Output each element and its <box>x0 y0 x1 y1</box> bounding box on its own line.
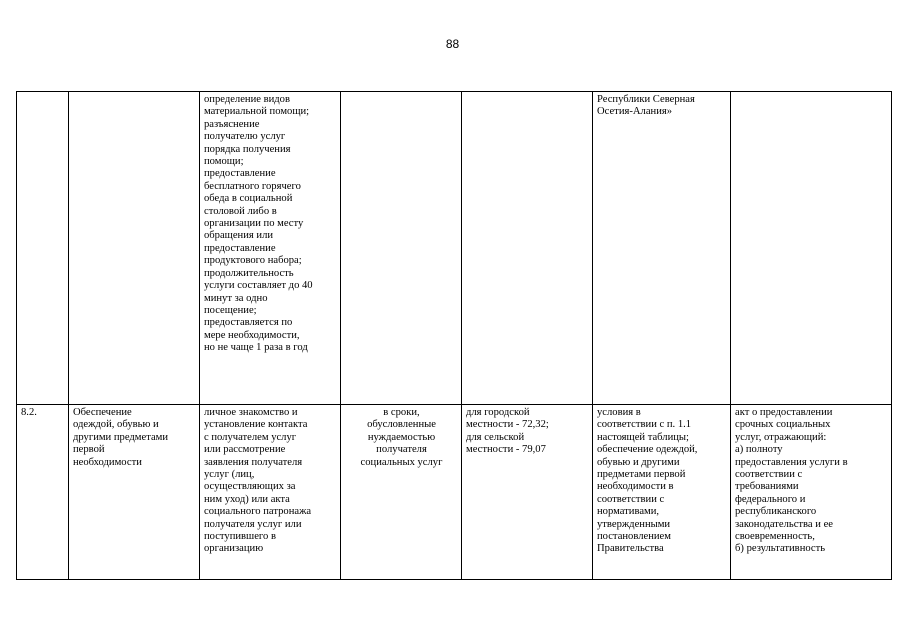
cell-conditions: Республики Северная Осетия-Алания» <box>593 92 731 405</box>
cell-number <box>17 92 69 405</box>
cell-number: 8.2. <box>17 405 69 580</box>
page-number: 88 <box>445 37 460 51</box>
cell-tariff <box>462 92 593 405</box>
cell-service-content: личное знакомство и установление контакта с получателем услуг или рассмотрение заявления получателя услуг (лиц, осуществляющих за ним уход) или акта социального патронажа получателя услуг или поступившего в организацию <box>200 405 341 580</box>
table-row-continuation <box>17 92 892 405</box>
table-row-8-2 <box>17 405 892 580</box>
services-table <box>16 91 892 580</box>
cell-quality-indicators <box>731 92 892 405</box>
cell-quality-indicators: акт о предоставлении срочных социальных услуг, отражающий: а) полноту предоставления услуги в соответствии с требованиями федерального и республиканского законодательства и ее своевременность, б) результативность <box>731 405 892 580</box>
cell-service-content: определение видов материальной помощи; разъяснение получателю услуг порядка получения помощи; предоставление бесплатного горячего обеда в социальной столовой либо в организации по месту обращения или предоставление продуктового набора; продолжительность услуги составляет до 40 минут за одно посещение; предоставляется по мере необходимости, но не чаще 1 раза в год <box>200 92 341 405</box>
cell-service-name <box>69 92 200 405</box>
cell-service-name: Обеспечение одеждой, обувью и другими предметами первой необходимости <box>69 405 200 580</box>
cell-tariff: для городской местности - 72,32; для сельской местности - 79,07 <box>462 405 593 580</box>
cell-conditions: условия в соответствии с п. 1.1 настоящей таблицы; обеспечение одеждой, обувью и другими предметами первой необходимости в соответствии с нормативами, утвержденными постановлением Правительства <box>593 405 731 580</box>
cell-terms: в сроки, обусловленные нуждаемостью получателя социальных услуг <box>341 405 462 580</box>
cell-terms <box>341 92 462 405</box>
